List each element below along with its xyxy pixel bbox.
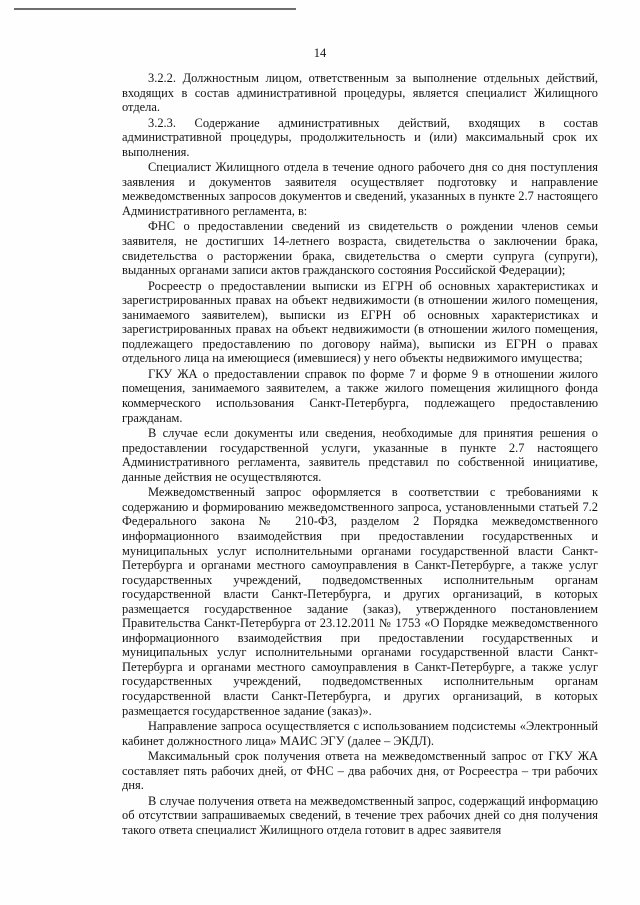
paragraph-no-info-response: В случае получения ответа на межведомственный запрос, содержащий информацию об отсутствии запрашиваемых сведений, в течение трех рабочих дней со дня получения такого ответа специалист Жилищного отдела готовит в адрес заявителя <box>122 793 598 837</box>
header-rule <box>14 8 296 10</box>
paragraph-3-2-3: 3.2.3. Содержание административных действий, входящих в состав административной процедуры, продолжительность и (или) максимальный срок их выполнения. <box>122 115 598 159</box>
paragraph-request-format: Межведомственный запрос оформляется в соответствии с требованиями к содержанию и формированию межведомственного запроса, установленными статьей 7.2 Федерального закона № 210-ФЗ, разделом 2 Порядка межведомственного информационного взаимодействия при предоставлении государственных и муниципальных услуг исполнительными органами государственной власти Санкт-Петербурга и органами местного самоуправления в Санкт-Петербурге, а также услуг государственных учреждений, подведомственных исполнительным органам государственной власти Санкт-Петербурга, и других организаций, в которых размещается государственное задание (заказ), утвержденного постановлением Правительства Санкт-Петербурга от 23.12.2011 № 1753 «О Порядке межведомственного информационного взаимодействия при предоставлении государственных и муниципальных услуг исполнительными органами государственной власти Санкт-Петербурга и органами местного самоуправления в Санкт-Петербурге, а также услуг государственных учреждений, подведомственных исполнительным органам государственной власти Санкт-Петербурга, и других организаций, в которых размещается государственное задание (заказ)». <box>122 485 598 718</box>
paragraph-requests-intro: Специалист Жилищного отдела в течение одного рабочего дня со дня поступления заявления и документов заявителя осуществляет подготовку и направление межведомственных запросов документов и сведений, указанных в пункте 2.7 настоящего Административного регламента, в: <box>122 160 598 218</box>
paragraph-ekdl: Направление запроса осуществляется с использованием подсистемы «Электронный кабинет должностного лица» МАИС ЭГУ (далее – ЭКДЛ). <box>122 719 598 748</box>
paragraph-fns: ФНС о предоставлении сведений из свидетельств о рождении членов семьи заявителя, не достигших 14-летнего возраста, свидетельства о заключении брака, свидетельства о расторжении брака, свидетельства о смерти супруга (супруги), выданных органами записи актов гражданского состояния Российской Федерации); <box>122 219 598 278</box>
paragraph-rosreestr: Росреестр о предоставлении выписки из ЕГРН об основных характеристиках и зарегистрированных правах на объект недвижимости (в отношении жилого помещения, занимаемого заявителем), выписки из ЕГРН об основных характеристиках и зарегистрированных правах на объект недвижимости (в отношении жилого помещения, подлежащего предоставлению по договору найма), выписки из ЕГРН о правах отдельного лица на имеющиеся (имевшиеся) у него объекты недвижимого имущества; <box>122 278 598 366</box>
paragraph-3-2-2: 3.2.2. Должностным лицом, ответственным за выполнение отдельных действий, входящих в состав административной процедуры, является специалист Жилищного отдела. <box>122 71 598 115</box>
paragraph-gku-zha: ГКУ ЖА о предоставлении справок по форме 7 и форме 9 в отношении жилого помещения, занимаемого заявителем, а также жилого помещения жилищного фонда коммерческого использования Санкт-Петербурга, подлежащего предоставлению гражданам. <box>122 366 598 425</box>
paragraph-own-initiative: В случае если документы или сведения, необходимые для принятия решения о предоставлении государственной услуги, указанные в пункте 2.7 настоящего Административного регламента, заявитель представил по собственной инициативе, данные действия не осуществляются. <box>122 426 598 484</box>
document-body <box>122 71 598 838</box>
page-number: 14 <box>313 46 327 60</box>
paragraph-response-deadline: Максимальный срок получения ответа на межведомственный запрос от ГКУ ЖА составляет пять рабочих дней, от ФНС – два рабочих дня, от Росреестра – три рабочих дня. <box>122 749 598 793</box>
